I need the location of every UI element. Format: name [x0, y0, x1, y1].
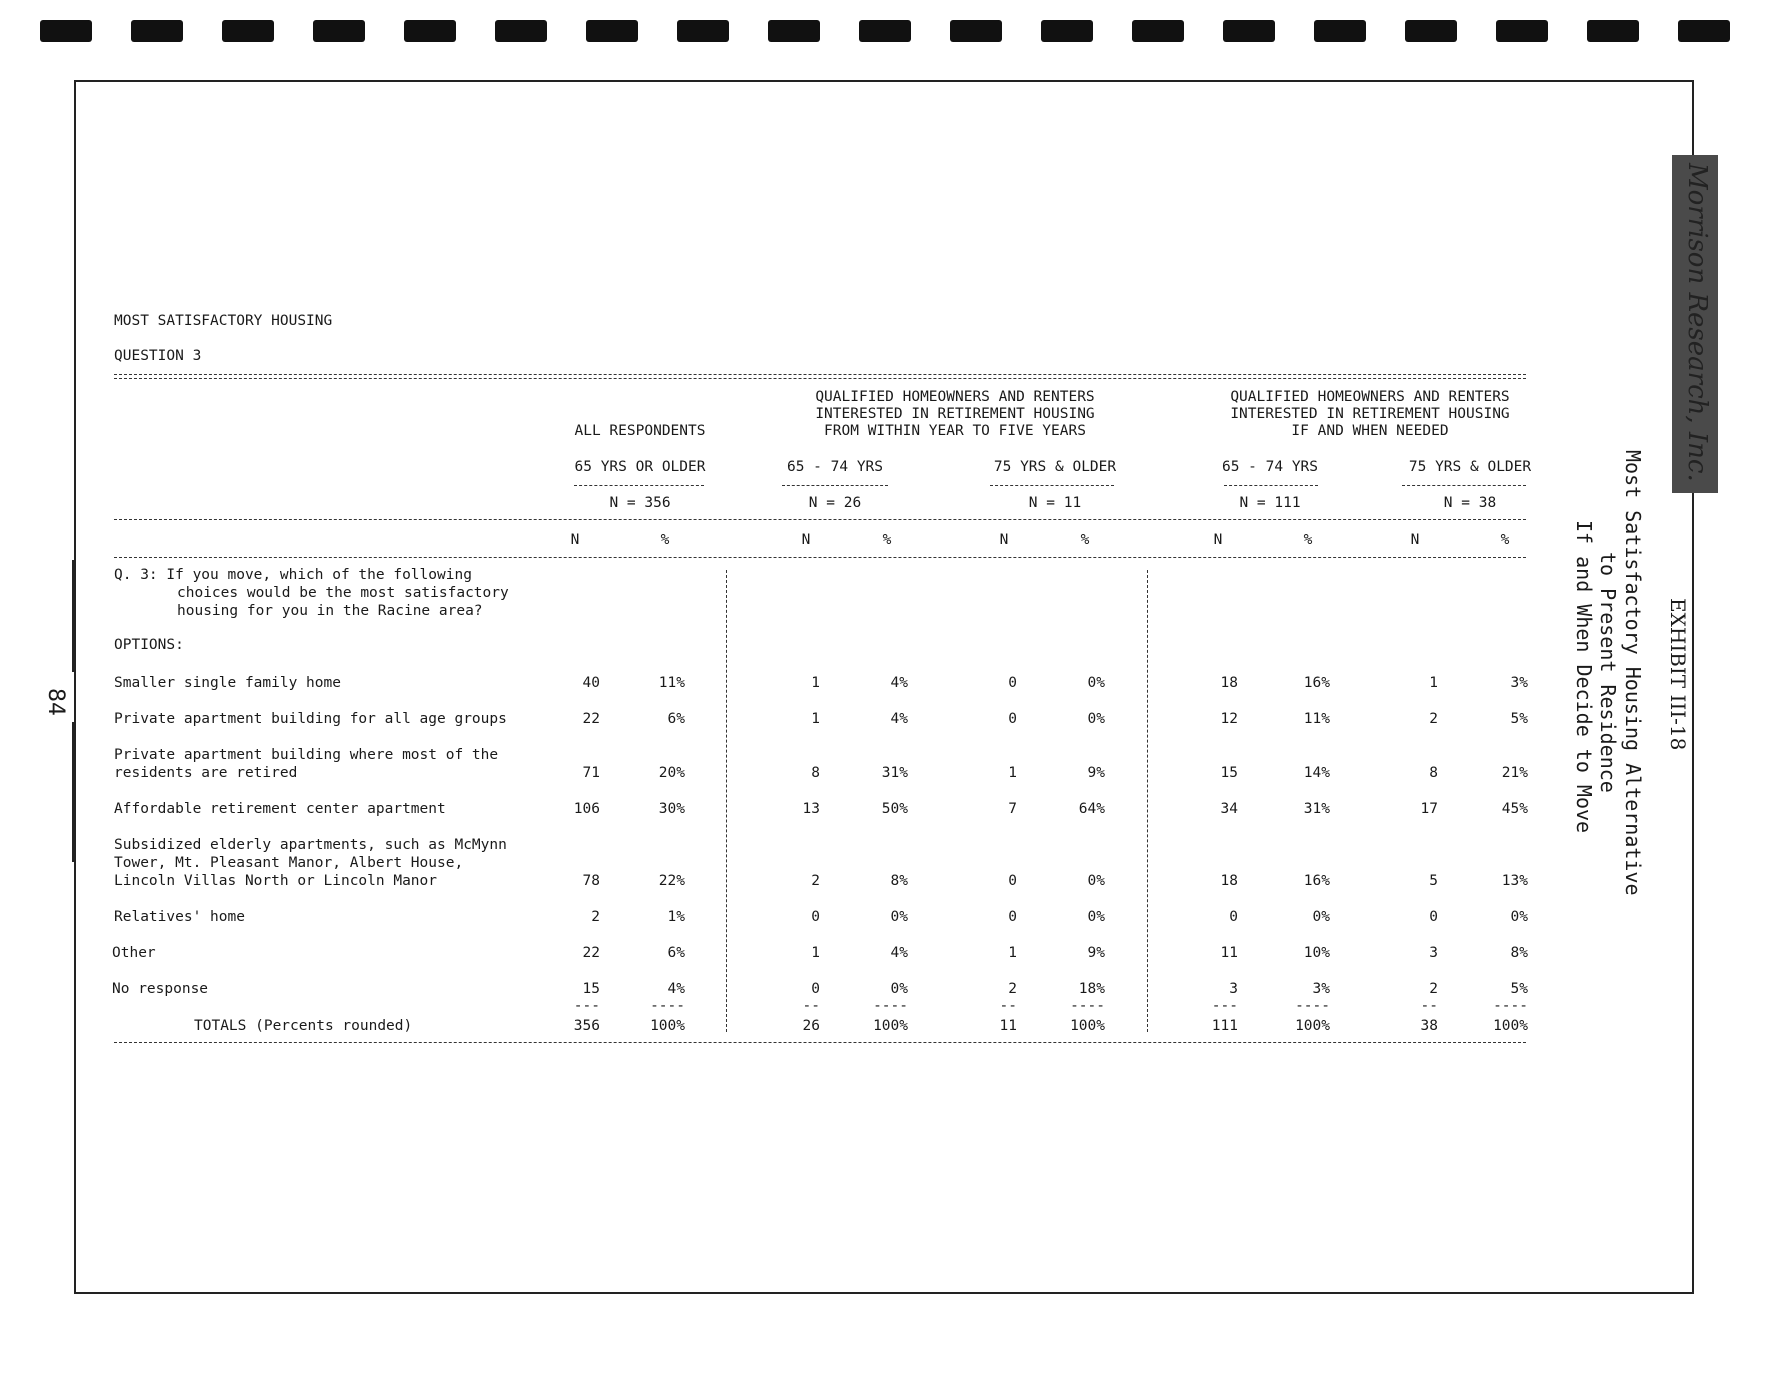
- subgroup-rule-3: [990, 485, 1114, 486]
- subgroup-n-3: N = 11: [1028, 495, 1082, 511]
- total-value: 100%: [873, 1018, 908, 1034]
- subgroup-label-2: 65 - 74 YRS: [786, 459, 884, 475]
- cell-value: 7: [1008, 801, 1017, 817]
- question-text-line-2: choices would be the most satisfactory: [177, 585, 509, 601]
- exhibit-label: EXHIBIT III-18: [1666, 598, 1690, 751]
- total-value: 111: [1211, 1018, 1238, 1034]
- cell-value: 0: [1008, 873, 1017, 889]
- cell-value: 31%: [881, 765, 908, 781]
- row-label: residents are retired: [114, 765, 298, 781]
- row-label: Other: [112, 945, 156, 961]
- column-divider-1: [726, 570, 727, 1032]
- cell-value: 1%: [667, 909, 685, 925]
- cell-value: 0%: [1312, 909, 1330, 925]
- cell-value: 2: [1429, 711, 1438, 727]
- cell-value: 10%: [1303, 945, 1330, 961]
- cell-value: 18: [1220, 675, 1238, 691]
- perforation-strip: [40, 20, 1740, 42]
- cell-value: 4%: [890, 675, 908, 691]
- cell-value: 3: [1229, 981, 1238, 997]
- cell-value: 11: [1220, 945, 1238, 961]
- col-header-n: N: [999, 532, 1009, 548]
- total-value: 356: [573, 1018, 600, 1034]
- page-title: MOST SATISFACTORY HOUSING: [114, 313, 333, 329]
- col-header-n: N: [1410, 532, 1420, 548]
- cell-value: 4%: [890, 711, 908, 727]
- cell-value: 50%: [881, 801, 908, 817]
- totals-label: TOTALS (Percents rounded): [194, 1018, 413, 1034]
- cell-value: 4%: [667, 981, 685, 997]
- cell-value: 0%: [1087, 909, 1105, 925]
- subgroup-rule-4: [1224, 485, 1318, 486]
- cell-value: 64%: [1078, 801, 1105, 817]
- page-number-rule-bottom: [72, 722, 74, 862]
- subgroup-label-5: 75 YRS & OLDER: [1408, 459, 1532, 475]
- cell-value: 40: [582, 675, 600, 691]
- cell-value: 22%: [658, 873, 685, 889]
- column-header-rule: [114, 557, 1526, 558]
- sum-underline: ----: [1070, 998, 1105, 1014]
- group-header-all: ALL RESPONDENTS: [574, 423, 706, 439]
- cell-value: 1: [811, 675, 820, 691]
- cell-value: 45%: [1501, 801, 1528, 817]
- subgroup-rule-2: [782, 485, 888, 486]
- question-label: QUESTION 3: [114, 348, 202, 364]
- col-header-pct: %: [1500, 532, 1510, 548]
- page-number-rule-top: [72, 560, 74, 672]
- subgroup-n-5: N = 38: [1443, 495, 1497, 511]
- col-header-pct: %: [882, 532, 892, 548]
- row-label: Affordable retirement center apartment: [114, 801, 446, 817]
- cell-value: 2: [1429, 981, 1438, 997]
- subgroup-label-4: 65 - 74 YRS: [1221, 459, 1319, 475]
- page-number: 84: [43, 688, 68, 716]
- header-rule: [114, 519, 1526, 520]
- cell-value: 1: [811, 945, 820, 961]
- cell-value: 11%: [1303, 711, 1330, 727]
- question-text-line-1: Q. 3: If you move, which of the following: [114, 567, 472, 583]
- row-label: Private apartment building where most of the: [114, 747, 499, 763]
- cell-value: 1: [1008, 765, 1017, 781]
- options-label: OPTIONS:: [114, 637, 184, 653]
- double-rule: [114, 374, 1526, 379]
- cell-value: 4%: [890, 945, 908, 961]
- cell-value: 5%: [1510, 981, 1528, 997]
- cell-value: 0%: [1087, 711, 1105, 727]
- total-value: 26: [802, 1018, 820, 1034]
- cell-value: 3: [1429, 945, 1438, 961]
- cell-value: 22: [582, 945, 600, 961]
- sum-underline: --: [802, 998, 820, 1014]
- sum-underline: ----: [1493, 998, 1528, 1014]
- cell-value: 15: [1220, 765, 1238, 781]
- subgroup-n-2: N = 26: [808, 495, 862, 511]
- cell-value: 20%: [658, 765, 685, 781]
- row-label: Lincoln Villas North or Lincoln Manor: [114, 873, 438, 889]
- cell-value: 2: [1008, 981, 1017, 997]
- group-header-needed-2: INTERESTED IN RETIREMENT HOUSING: [1230, 406, 1510, 422]
- cell-value: 11%: [658, 675, 685, 691]
- cell-value: 34: [1220, 801, 1238, 817]
- subgroup-rule-1: [574, 485, 704, 486]
- exhibit-title-line-1: Most Satisfactory Housing Alternative: [1621, 450, 1645, 896]
- cell-value: 12: [1220, 711, 1238, 727]
- cell-value: 30%: [658, 801, 685, 817]
- cell-value: 1: [1429, 675, 1438, 691]
- cell-value: 0: [811, 909, 820, 925]
- cell-value: 3%: [1312, 981, 1330, 997]
- subgroup-label-3: 75 YRS & OLDER: [993, 459, 1117, 475]
- sum-underline: --: [999, 998, 1017, 1014]
- cell-value: 14%: [1303, 765, 1330, 781]
- question-text-line-3: housing for you in the Racine area?: [177, 603, 483, 619]
- section-tab: [1672, 155, 1718, 493]
- row-label: Smaller single family home: [114, 675, 341, 691]
- sum-underline: ----: [1295, 998, 1330, 1014]
- cell-value: 0: [1008, 711, 1017, 727]
- cell-value: 22: [582, 711, 600, 727]
- total-value: 100%: [1493, 1018, 1528, 1034]
- row-label: No response: [112, 981, 209, 997]
- col-header-n: N: [801, 532, 811, 548]
- cell-value: 2: [591, 909, 600, 925]
- cell-value: 9%: [1087, 765, 1105, 781]
- cell-value: 16%: [1303, 873, 1330, 889]
- total-value: 100%: [1070, 1018, 1105, 1034]
- exhibit-title-line-3: If and When Decide to Move: [1572, 520, 1596, 834]
- cell-value: 1: [1008, 945, 1017, 961]
- sum-underline: ---: [573, 998, 600, 1014]
- cell-value: 6%: [667, 711, 685, 727]
- group-header-within-3: FROM WITHIN YEAR TO FIVE YEARS: [824, 423, 1086, 439]
- total-value: 38: [1420, 1018, 1438, 1034]
- subgroup-label-1: 65 YRS OR OLDER: [574, 459, 706, 475]
- cell-value: 8%: [1510, 945, 1528, 961]
- row-label: Subsidized elderly apartments, such as McMynn: [114, 837, 507, 853]
- subgroup-rule-5: [1402, 485, 1526, 486]
- col-header-pct: %: [1303, 532, 1313, 548]
- col-header-pct: %: [660, 532, 670, 548]
- cell-value: 3%: [1510, 675, 1528, 691]
- cell-value: 0%: [1510, 909, 1528, 925]
- cell-value: 0: [1008, 675, 1017, 691]
- cell-value: 9%: [1087, 945, 1105, 961]
- cell-value: 0%: [1087, 675, 1105, 691]
- total-value: 100%: [650, 1018, 685, 1034]
- exhibit-title-line-2: to Present Residence: [1596, 552, 1620, 793]
- cell-value: 0: [811, 981, 820, 997]
- cell-value: 1: [811, 711, 820, 727]
- cell-value: 78: [582, 873, 600, 889]
- sum-underline: ----: [650, 998, 685, 1014]
- group-header-within-2: INTERESTED IN RETIREMENT HOUSING: [815, 406, 1095, 422]
- cell-value: 0: [1229, 909, 1238, 925]
- cell-value: 8%: [890, 873, 908, 889]
- cell-value: 6%: [667, 945, 685, 961]
- col-header-n: N: [570, 532, 580, 548]
- column-divider-2: [1147, 570, 1148, 1032]
- section-tab-text: Morrison Research, Inc.: [1682, 163, 1712, 482]
- cell-value: 16%: [1303, 675, 1330, 691]
- cell-value: 17: [1420, 801, 1438, 817]
- cell-value: 13%: [1501, 873, 1528, 889]
- sum-underline: --: [1420, 998, 1438, 1014]
- cell-value: 0: [1429, 909, 1438, 925]
- cell-value: 2: [811, 873, 820, 889]
- total-value: 11: [999, 1018, 1017, 1034]
- cell-value: 106: [573, 801, 600, 817]
- cell-value: 0%: [890, 981, 908, 997]
- bottom-rule: [114, 1042, 1526, 1043]
- cell-value: 21%: [1501, 765, 1528, 781]
- group-header-within-1: QUALIFIED HOMEOWNERS AND RENTERS: [815, 389, 1095, 405]
- cell-value: 15: [582, 981, 600, 997]
- cell-value: 8: [1429, 765, 1438, 781]
- subgroup-n-1: N = 356: [609, 495, 671, 511]
- row-label: Private apartment building for all age groups: [114, 711, 507, 727]
- sum-underline: ---: [1211, 998, 1238, 1014]
- col-header-pct: %: [1080, 532, 1090, 548]
- cell-value: 0: [1008, 909, 1017, 925]
- group-header-needed-1: QUALIFIED HOMEOWNERS AND RENTERS: [1230, 389, 1510, 405]
- cell-value: 18: [1220, 873, 1238, 889]
- row-label: Tower, Mt. Pleasant Manor, Albert House,: [114, 855, 464, 871]
- group-header-needed-3: IF AND WHEN NEEDED: [1291, 423, 1449, 439]
- cell-value: 5: [1429, 873, 1438, 889]
- cell-value: 31%: [1303, 801, 1330, 817]
- cell-value: 0%: [1087, 873, 1105, 889]
- cell-value: 18%: [1078, 981, 1105, 997]
- cell-value: 71: [582, 765, 600, 781]
- sum-underline: ----: [873, 998, 908, 1014]
- cell-value: 8: [811, 765, 820, 781]
- cell-value: 5%: [1510, 711, 1528, 727]
- cell-value: 0%: [890, 909, 908, 925]
- subgroup-n-4: N = 111: [1239, 495, 1301, 511]
- cell-value: 13: [802, 801, 820, 817]
- total-value: 100%: [1295, 1018, 1330, 1034]
- row-label: Relatives' home: [114, 909, 245, 925]
- col-header-n: N: [1213, 532, 1223, 548]
